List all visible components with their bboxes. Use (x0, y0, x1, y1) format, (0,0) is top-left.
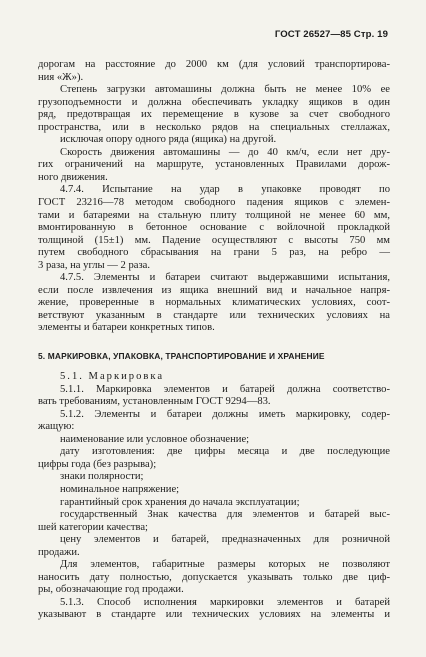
list-item: знаки полярности; (60, 471, 144, 483)
spacer (38, 335, 390, 349)
list-item: государственный Знак качества для элементов и батарей выс- (60, 509, 390, 521)
text-line: 5.1.2. Элементы и батареи должны иметь маркировку, содер- (60, 408, 390, 420)
text-line: грузоподъемности и должна обеспечивать укладку ящиков в один (38, 96, 390, 108)
text-line: ния «Ж»). (38, 71, 84, 83)
text-line: Скорость движения автомашины — до 40 км/ч, если нет дру- (60, 146, 390, 158)
list-item: цену элементов и батарей, предназначенных для розничной (60, 534, 390, 546)
text-line: 3 раза, на углы — 2 раза. (38, 259, 151, 271)
text-line: толщиной (15±1) мм. Падение осуществляют с высоты 750 мм (38, 234, 390, 246)
document-body (38, 59, 390, 622)
text-line: наносить дату полностью, допускается указывать только две циф- (38, 571, 390, 583)
text-line: 4.7.4. Испытание на удар в упаковке проводят по (60, 184, 390, 196)
text-line: пространства, или в несколько рядов на специальных стеллажах, (38, 121, 390, 133)
text-line: шей категории качества; (38, 521, 148, 533)
text-line: тами и батареями на стальную плиту толщиной не менее 60 мм, (38, 209, 390, 221)
text-line: ного движения. (38, 171, 108, 183)
spacer (38, 363, 390, 371)
text-line: ры, обозначающие год продажи. (38, 584, 184, 596)
text-line: вать требованиям, установленным ГОСТ 9294—83. (38, 396, 271, 408)
text-line: элементы и батареи конкретных типов. (38, 322, 215, 334)
text-line: Степень загрузки автомашины должна быть не менее 10% ее (60, 84, 390, 96)
list-item: дату изготовления: две цифры месяца и две последующие (60, 446, 390, 458)
text-line: 5.1.1. Маркировка элементов и батарей должна соответство- (60, 383, 390, 395)
text-line: путем свободного сбрасывания на грани 5 раз, на ребро — (38, 247, 390, 259)
text-line: дорогам на расстояние до 2000 км (для условий транспортирова- (38, 59, 390, 70)
text-line: ряд, предотвращая их перемещение в кузове за счет свободного (38, 109, 390, 121)
text-line: если после извлечения из ящика внешний вид и начальное напря- (38, 284, 390, 296)
list-item: наименование или условное обозначение; (60, 433, 250, 445)
text-line: 4.7.5. Элементы и батареи считают выдержавшими испытания, (60, 272, 390, 284)
section-title: 5. МАРКИРОВКА, УПАКОВКА, ТРАНСПОРТИРОВАНИЕ И ХРАНЕНИЕ (38, 351, 325, 362)
text-line: ГОСТ 23216—78 методом свободного падения ящиков с элемен- (38, 197, 390, 209)
text-line: ветствуют указанным в стандарте или технических условиях на (38, 309, 390, 321)
text-line: 5.1.3. Способ исполнения маркировки элементов и батарей (60, 596, 390, 608)
subsection-title: 5.1. Маркировка (60, 371, 165, 383)
list-item: номинальное напряжение; (60, 483, 180, 495)
text-line: цифры года (без разрыва); (38, 458, 157, 470)
text-line: указывают в стандарте или технических условиях на элементы и (38, 609, 390, 621)
page-header: ГОСТ 26527—85 Стр. 19 (274, 29, 388, 40)
text-line: продажи. (38, 546, 80, 558)
text-line: жение, проверенные в нормальных климатических условиях, соот- (38, 297, 390, 309)
list-item: гарантийный срок хранения до начала эксплуатации; (60, 496, 300, 508)
text-line: вмонтированную в бетонное основание с войлочной прокладкой (38, 222, 390, 234)
text-line: гих ограничений на маршруте, установленных Правилами дорож- (38, 159, 390, 171)
text-line: Для элементов, габаритные размеры которых не позволяют (60, 559, 390, 571)
text-line: жащую: (38, 421, 75, 433)
text-line: исключая опору одного ряда (ящика) на другой. (60, 134, 277, 146)
